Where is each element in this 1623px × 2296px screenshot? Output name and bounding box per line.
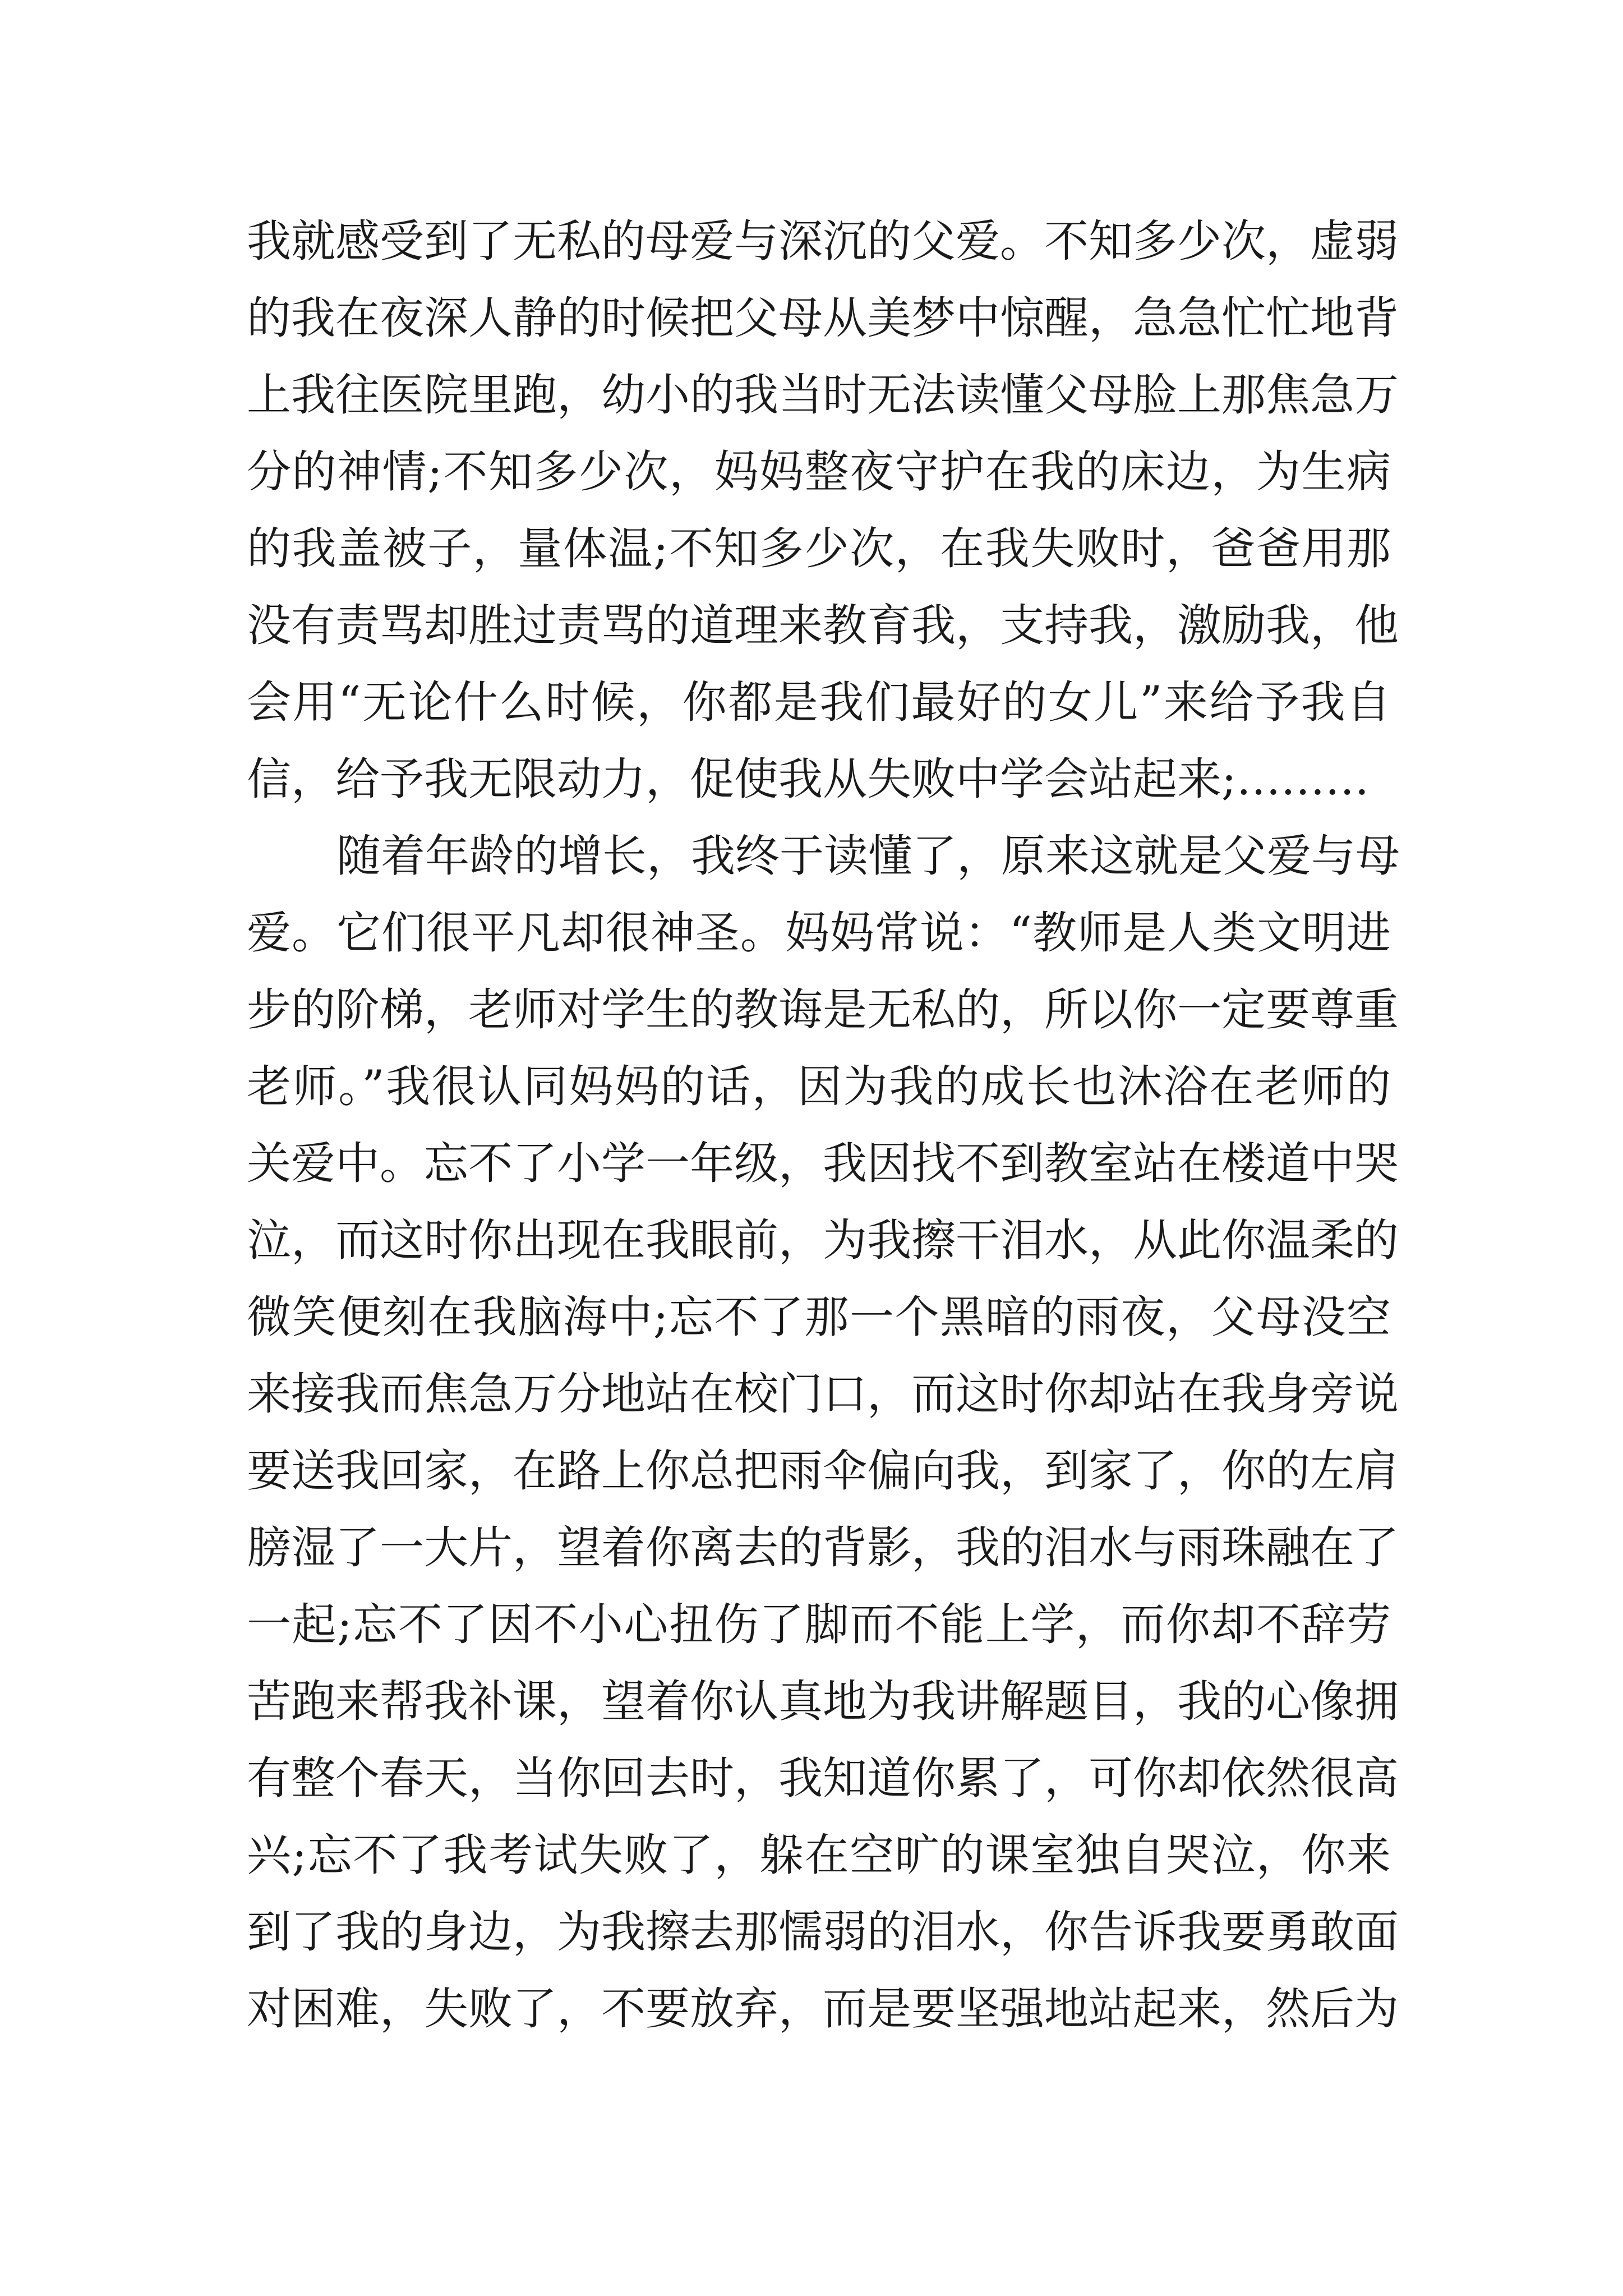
text-line: 老师。”我很认同妈妈的话，因为我的成长也沐浴在老师的 (247, 1061, 1391, 1112)
text-line: 分的神情;不知多少次，妈妈整夜守护在我的床边，为生病 (247, 446, 1391, 498)
text-line: 有整个春天，当你回去时，我知道你累了，可你却依然很高 (247, 1752, 1399, 1804)
text-line: 我就感受到了无私的母爱与深沉的父爱。不知多少次，虚弱 (247, 215, 1399, 267)
text-line: 要送我回家，在路上你总把雨伞偏向我，到家了，你的左肩 (247, 1445, 1399, 1497)
text-line: 会用“无论什么时候，你都是我们最好的女儿”来给予我自 (247, 677, 1391, 728)
body-text (247, 203, 1400, 2047)
text-line: 对困难，失败了，不要放弃，而是要坚强地站起来，然后为 (247, 1983, 1399, 2035)
text-line: 爱。它们很平凡却很神圣。妈妈常说：“教师是人类文明进 (247, 907, 1391, 959)
text-line: 苦跑来帮我补课，望着你认真地为我讲解题目，我的心像拥 (247, 1676, 1399, 1727)
text-line: 一起;忘不了因不小心扭伤了脚而不能上学，而你却不辞劳 (247, 1599, 1391, 1650)
text-line: 泣，而这时你出现在我眼前，为我擦干泪水，从此你温柔的 (247, 1214, 1399, 1266)
text-line: 上我往医院里跑，幼小的我当时无法读懂父母脸上那焦急万 (247, 369, 1399, 421)
paragraph-end-line: 信，给予我无限动力，促使我从失败中学会站起来;……… (247, 753, 1370, 805)
paragraph-start-line: 随着年龄的增长，我终于读懂了，原来这就是父爱与母 (336, 830, 1400, 882)
text-line: 兴;忘不了我考试失败了，躲在空旷的课室独自哭泣，你来 (247, 1829, 1391, 1881)
text-line: 的我盖被子，量体温;不知多少次，在我失败时，爸爸用那 (247, 523, 1391, 574)
text-line: 来接我而焦急万分地站在校门口，而这时你却站在我身旁说 (247, 1368, 1399, 1420)
text-line: 微笑便刻在我脑海中;忘不了那一个黑暗的雨夜，父母没空 (247, 1291, 1391, 1343)
text-line: 到了我的身边，为我擦去那懦弱的泪水，你告诉我要勇敢面 (247, 1906, 1399, 1958)
text-line: 关爱中。忘不了小学一年级，我因找不到教室站在楼道中哭 (247, 1138, 1399, 1189)
text-line: 的我在夜深人静的时候把父母从美梦中惊醒，急急忙忙地背 (247, 292, 1399, 344)
text-line: 膀湿了一大片，望着你离去的背影，我的泪水与雨珠融在了 (247, 1522, 1399, 1573)
text-line: 步的阶梯，老师对学生的教诲是无私的，所以你一定要尊重 (247, 984, 1399, 1036)
text-line: 没有责骂却胜过责骂的道理来教育我，支持我，激励我，他 (247, 600, 1399, 651)
